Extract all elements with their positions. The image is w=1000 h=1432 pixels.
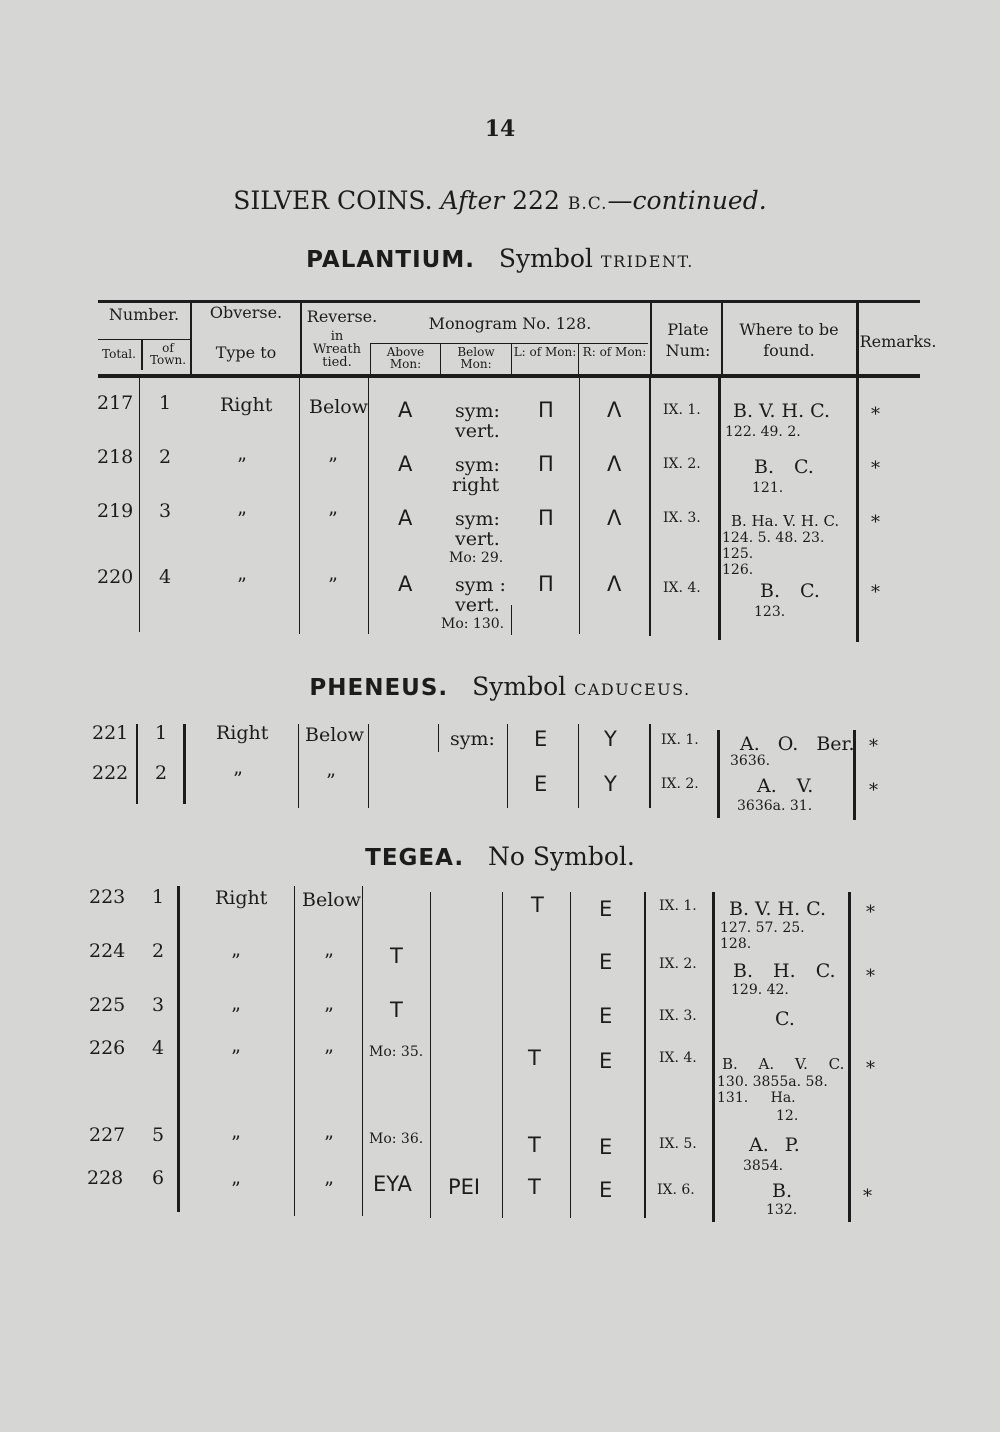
header-obverse: Obverse. [209,303,283,322]
cell-where-sub: 129. 42. [731,982,789,998]
header-monogram: Monogram No. 128. [428,314,592,333]
col-divider [177,886,180,1212]
header-of-town: of Town. [149,341,187,367]
col-divider [294,886,295,1216]
col-divider [299,378,300,634]
cell-town: 4 [152,1037,165,1059]
cell-total: 226 [89,1037,126,1059]
cell-total: 223 [89,886,126,908]
cell-above: EYA [373,1172,412,1196]
col-divider [649,378,651,636]
cell-left: T [531,893,544,917]
col-divider [139,378,140,632]
cell-where-sub: 3854. [743,1158,784,1174]
cell-where: B. V. H. C. [729,898,827,920]
cell-town: 2 [159,446,172,468]
cell-below-3: Mo: 29. [449,550,504,566]
section-name: PHENEUS. [309,675,449,701]
cell-where: C. [775,1008,795,1030]
cell-above: A [398,452,413,476]
cell-town: 3 [152,994,165,1016]
cell-where-sub: 3636a. 31. [737,798,813,814]
cell-left: T [528,1175,541,1199]
cell-below-3: Mo: 130. [441,616,505,632]
cell-right: E [599,1135,613,1159]
cell-where: A. O. Ber. [740,733,855,755]
header-type-to: Type to [215,343,277,362]
col-divider [183,724,186,804]
cell-reverse: ” [324,1046,334,1068]
cell-town: 1 [159,392,172,414]
cell-plate: IX. 1. [659,898,697,914]
cell-where-sub: 130. 3855a. 58. [717,1074,828,1090]
cell-reverse: ” [324,950,334,972]
col-divider [717,730,720,818]
header-left: L: of Mon: [513,345,577,359]
page-title [0,186,1000,215]
col-divider [578,724,579,808]
col-divider [712,892,715,1222]
cell-below: PEI [448,1175,481,1199]
symbol-label: No Symbol. [488,842,635,871]
cell-town: 1 [152,886,165,908]
cell-obverse: ” [233,768,243,790]
cell-obverse: ” [231,1132,241,1154]
page-number: 14 [484,116,516,142]
col-divider [368,378,369,634]
cell-obverse: ” [237,574,247,596]
cell-below: sym: [455,400,500,422]
cell-total: 227 [89,1124,126,1146]
cell-plate: IX. 4. [663,580,701,596]
cell-total: 224 [89,940,126,962]
cell-town: 4 [159,566,172,588]
cell-above: A [398,398,413,422]
cell-remark: * [866,902,875,923]
cell-below-2: vert. [455,420,500,442]
cell-total: 219 [97,500,134,522]
col-divider [856,378,859,642]
cell-where-sub: 123. [754,604,786,620]
cell-where: B. C. [760,580,820,602]
col-divider [649,724,651,808]
cell-plate: IX. 3. [663,510,701,526]
header-above: Above Mon: [386,345,425,371]
col-divider [507,724,508,808]
cell-below-2: vert. [455,594,500,616]
cell-plate: IX. 1. [661,732,699,748]
number-subrule [98,339,190,340]
cell-right: Y [604,772,617,796]
cell-town: 2 [155,762,168,784]
section-title-palantium [0,244,1000,273]
col-divider [848,892,851,1222]
cell-obverse: ” [231,1046,241,1068]
cell-left: Π [538,572,554,596]
col-divider [644,892,646,1218]
monogram-subrule [370,343,648,344]
cell-where: B. [772,1180,793,1202]
cell-obverse: Right [220,394,273,416]
section-title-tegea [0,842,1000,871]
cell-remark: * [871,458,880,479]
cell-plate: IX. 2. [661,776,699,792]
cell-where-sub-2: 128. [720,936,752,952]
cell-left: Π [538,398,554,422]
col-divider [579,378,580,634]
header-reverse: Reverse. [306,307,378,326]
cell-where-sub: 132. [766,1202,798,1218]
cell-below: sym: [450,728,495,750]
col-divider [438,724,439,752]
cell-plate: IX. 6. [657,1182,695,1198]
header-number: Number. [108,305,180,324]
col-divider [298,724,299,808]
cell-total: 218 [97,446,134,468]
cell-reverse: Below [309,396,368,418]
cell-above: Mo: 36. [369,1131,424,1147]
cell-obverse: ” [231,950,241,972]
col-divider [430,892,431,1218]
cell-above: T [390,944,403,968]
cell-reverse: Below [302,889,361,911]
cell-reverse: ” [324,1178,334,1200]
section-name: TEGEA. [365,845,465,871]
header-below: Below Mon: [457,345,495,371]
cell-where: A. V. [757,775,814,797]
cell-below-2: right [452,474,500,496]
cell-left: T [528,1133,541,1157]
cell-right: E [599,950,613,974]
cell-above: A [398,506,413,530]
cell-right: E [599,897,613,921]
cell-remark: * [871,582,880,603]
section-name: PALANTIUM. [306,247,475,273]
col-divider [718,378,721,640]
cell-where-sub-2: 125. [722,546,754,562]
title-bc: B.C. [567,194,608,214]
header-bottom-rule [98,374,920,378]
symbol-label: Symbol [498,244,593,273]
cell-town: 1 [155,722,168,744]
cell-plate: IX. 2. [663,456,701,472]
title-after: After [440,186,505,215]
cell-total: 225 [89,994,126,1016]
cell-below: sym: [455,454,500,476]
cell-left: T [528,1046,541,1070]
cell-above: T [390,998,403,1022]
title-main: SILVER COINS. [233,186,433,215]
cell-right: Y [604,727,617,751]
cell-right: Λ [607,506,622,530]
cell-below-2: vert. [455,528,500,550]
cell-obverse: Right [216,722,269,744]
symbol-name: TRIDENT. [600,252,694,271]
hdr-divider [721,302,723,374]
cell-right: Λ [607,572,622,596]
cell-obverse: ” [237,508,247,530]
cell-below: sym: [455,508,500,530]
cell-remark: * [869,780,878,801]
symbol-name: CADUCEUS. [574,680,691,699]
cell-left: E [534,727,548,751]
cell-right: E [599,1004,613,1028]
header-total: Total. [102,347,136,361]
col-divider [570,892,571,1218]
cell-plate: IX. 5. [659,1136,697,1152]
cell-where: B. Ha. V. H. C. [731,512,840,530]
cell-plate: IX. 3. [659,1008,697,1024]
cell-where-sub: 121. [752,480,784,496]
cell-right: E [599,1178,613,1202]
title-year: 222 [512,186,560,215]
cell-reverse: ” [326,770,336,792]
cell-reverse: ” [328,508,338,530]
cell-obverse: ” [231,1004,241,1026]
cell-town: 6 [152,1167,165,1189]
cell-remark: * [863,1186,872,1207]
col-divider [511,605,512,635]
cell-reverse: ” [324,1004,334,1026]
cell-where-sub: 3636. [730,753,771,769]
cell-where: A. P. [749,1134,800,1156]
cell-where: B. V. H. C. [733,400,831,422]
cell-where: B. H. C. [733,960,836,982]
cell-reverse: Below [305,724,364,746]
cell-town: 3 [159,500,172,522]
col-divider [368,724,369,808]
header-where: Where to be found. [739,320,839,360]
cell-where-sub: 124. 5. 48. 23. [722,530,825,546]
cell-total: 228 [87,1167,124,1189]
cell-left: Π [538,506,554,530]
cell-right: Λ [607,398,622,422]
cell-remark: * [871,512,880,533]
cell-below: sym : [455,574,506,596]
cell-where: B. C. [754,456,814,478]
cell-plate: IX. 1. [663,402,701,418]
cell-total: 222 [92,762,129,784]
cell-total: 217 [97,392,134,414]
section-title-pheneus [0,672,1000,701]
cell-right: E [599,1049,613,1073]
cell-where-sub-2: 131. Ha. [717,1090,796,1106]
cell-where-sub: 127. 57. 25. [720,920,805,936]
header-plate: Plate Num: [665,320,711,360]
col-divider [362,886,363,1216]
cell-obverse: Right [215,887,268,909]
cell-above: A [398,572,413,596]
cell-total: 220 [97,566,134,588]
cell-right: Λ [607,452,622,476]
header-remarks: Remarks. [859,332,937,351]
cell-plate: IX. 2. [659,956,697,972]
cell-above: Mo: 35. [369,1044,424,1060]
cell-reverse: ” [328,454,338,476]
cell-where-sub-3: 12. [776,1108,799,1124]
hdr-divider [650,302,652,374]
cell-where-sub: 122. 49. 2. [725,424,801,440]
cell-remark: * [871,404,880,425]
cell-obverse: ” [237,454,247,476]
cell-where-pre: 126. [722,562,754,578]
cell-remark: * [866,1058,875,1079]
title-continued: —continued. [607,186,767,215]
symbol-label: Symbol [472,672,567,701]
cell-total: 221 [92,722,129,744]
col-divider [502,892,503,1218]
cell-remark: * [866,966,875,987]
cell-where: B. A. V. C. [722,1055,845,1073]
cell-remark: * [869,736,878,757]
cell-reverse: ” [324,1132,334,1154]
header-in-wreath: in Wreath tied. [312,329,362,370]
header-right: R: of Mon: [582,345,647,359]
cell-plate: IX. 4. [659,1050,697,1066]
cell-obverse: ” [231,1178,241,1200]
cell-town: 2 [152,940,165,962]
cell-town: 5 [152,1124,165,1146]
cell-reverse: ” [328,574,338,596]
cell-left: E [534,772,548,796]
cell-left: Π [538,452,554,476]
col-divider [136,724,138,804]
